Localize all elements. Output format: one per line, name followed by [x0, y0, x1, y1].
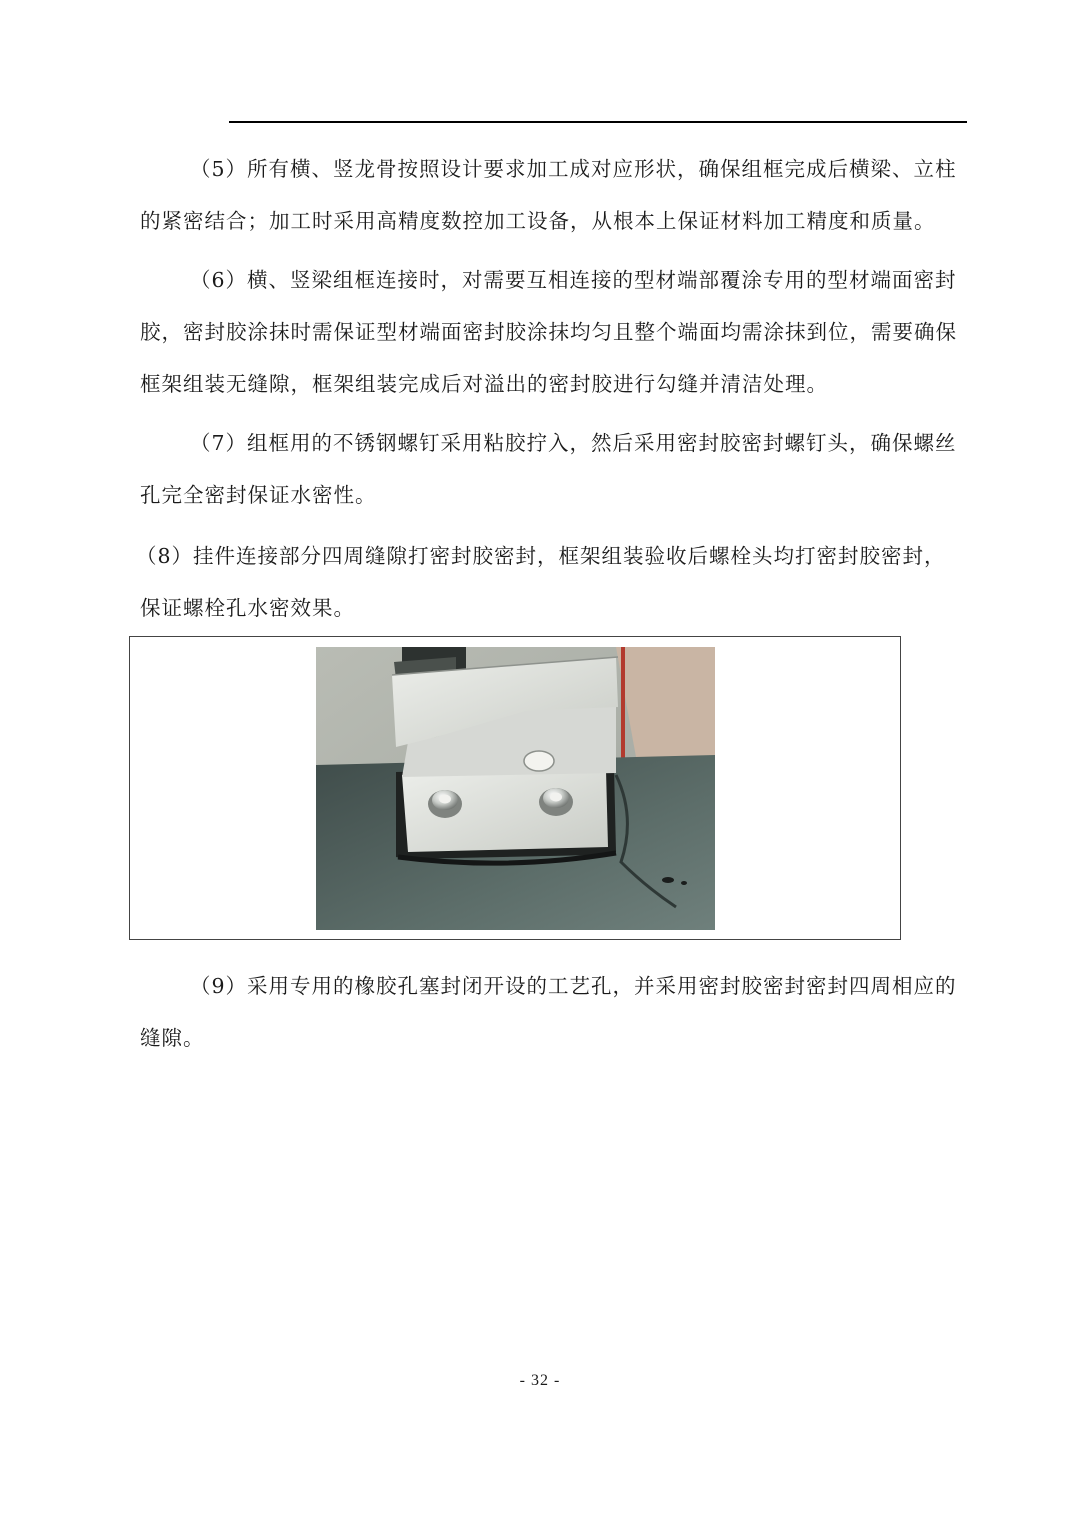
paragraph-9: [140, 960, 968, 1064]
header-rule: [229, 121, 967, 123]
paragraph-7: [140, 417, 968, 521]
page-number: - 32 -: [519, 1372, 561, 1389]
paragraph-line: （6）横、竖梁组框连接时，对需要互相连接的型材端部覆涂专用的型材端面密封: [190, 268, 957, 292]
paragraph-5: [140, 143, 968, 247]
paragraph-line: 孔完全密封保证水密性。: [140, 483, 377, 507]
paragraph-line: 胶，密封胶涂抹时需保证型材端面密封胶涂抹均匀且整个端面均需涂抹到位，需要确保: [140, 320, 957, 344]
paragraph-line: 缝隙。: [140, 1026, 205, 1050]
paragraph-line: 的紧密结合；加工时采用高精度数控加工设备，从根本上保证材料加工精度和质量。: [140, 209, 936, 233]
paragraph-line: （7）组框用的不锈钢螺钉采用粘胶拧入，然后采用密封胶密封螺钉头，确保螺丝: [190, 431, 957, 455]
paragraph-line: （9）采用专用的橡胶孔塞封闭开设的工艺孔，并采用密封胶密封密封四周相应的: [190, 974, 957, 998]
paragraph-6: [140, 254, 968, 410]
bracket-photo: [316, 647, 715, 930]
paragraph-line: 框架组装无缝隙，框架组装完成后对溢出的密封胶进行勾缝并清洁处理。: [140, 372, 828, 396]
paragraph-line: （8）挂件连接部分四周缝隙打密封胶密封，框架组装验收后螺栓头均打密封胶密封，: [136, 544, 946, 568]
paragraph-line: 保证螺栓孔水密效果。: [140, 596, 355, 620]
paragraph-8: [136, 530, 968, 634]
paragraph-line: （5）所有横、竖龙骨按照设计要求加工成对应形状，确保组框完成后横梁、立柱: [190, 157, 957, 181]
